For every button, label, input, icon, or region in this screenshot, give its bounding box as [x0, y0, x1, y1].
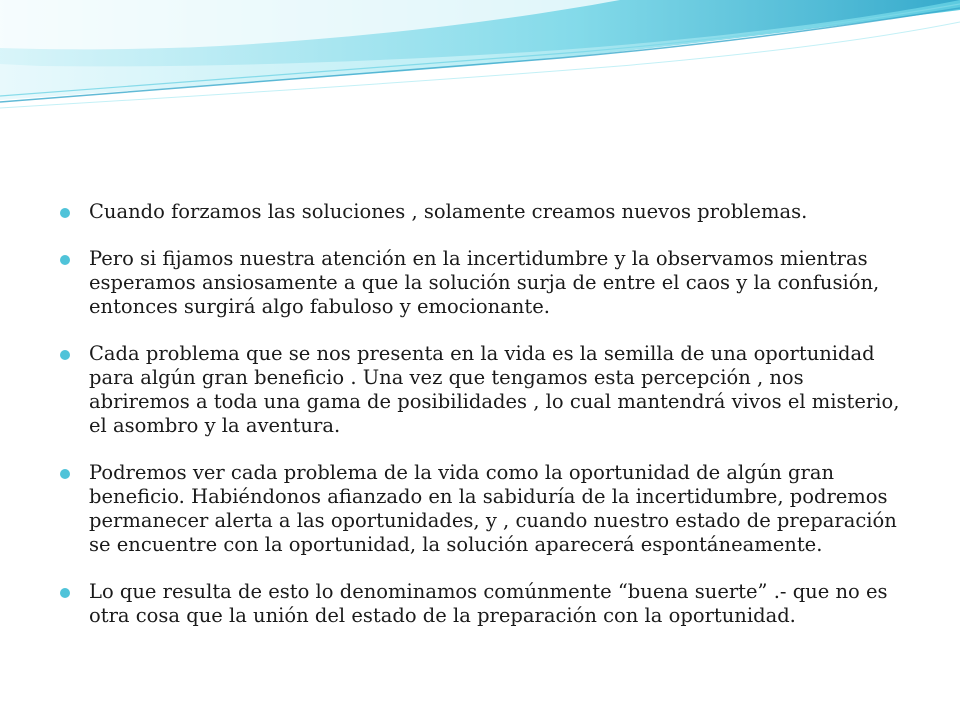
bullet-text: Lo que resulta de esto lo denominamos comúnmente “buena suerte” .- que no es otra cosa que la unión del estado de la preparación con la oportunidad. — [89, 580, 888, 627]
bullet-item — [60, 461, 910, 557]
bullet-text: Pero si fijamos nuestra atención en la incertidumbre y la observamos mientras esperamos ansiosamente a que la solución surja de entre el caos y la confusión, entonces surgirá algo fabuloso y emocionante. — [89, 247, 880, 318]
bullet-dot-icon — [60, 255, 70, 265]
bullet-dot-icon — [60, 469, 70, 479]
bullet-item — [60, 342, 910, 438]
bullet-item — [60, 200, 910, 224]
bullet-dot-icon — [60, 588, 70, 598]
bullet-text: Podremos ver cada problema de la vida como la oportunidad de algún gran beneficio. Habiéndonos afianzado en la sabiduría de la incertidumbre, podremos permanecer alerta a las oportunidades, y , cuando nuestro estado de preparación se encuentre con la oportunidad, la solución aparecerá espontáneamente. — [89, 461, 897, 556]
bullet-dot-icon — [60, 208, 70, 218]
slide-body — [60, 200, 910, 651]
bullet-item — [60, 580, 910, 628]
bullet-dot-icon — [60, 350, 70, 360]
bullet-item — [60, 247, 910, 319]
bullet-text: Cada problema que se nos presenta en la vida es la semilla de una oportunidad para algún gran beneficio . Una vez que tengamos esta percepción , nos abriremos a toda una gama de posibilidades , lo cual mantendrá vivos el misterio, el asombro y la aventura. — [89, 342, 900, 437]
bullet-list — [60, 200, 910, 628]
header-wave-decoration — [0, 0, 960, 120]
bullet-text: Cuando forzamos las soluciones , solamente creamos nuevos problemas. — [89, 200, 808, 223]
